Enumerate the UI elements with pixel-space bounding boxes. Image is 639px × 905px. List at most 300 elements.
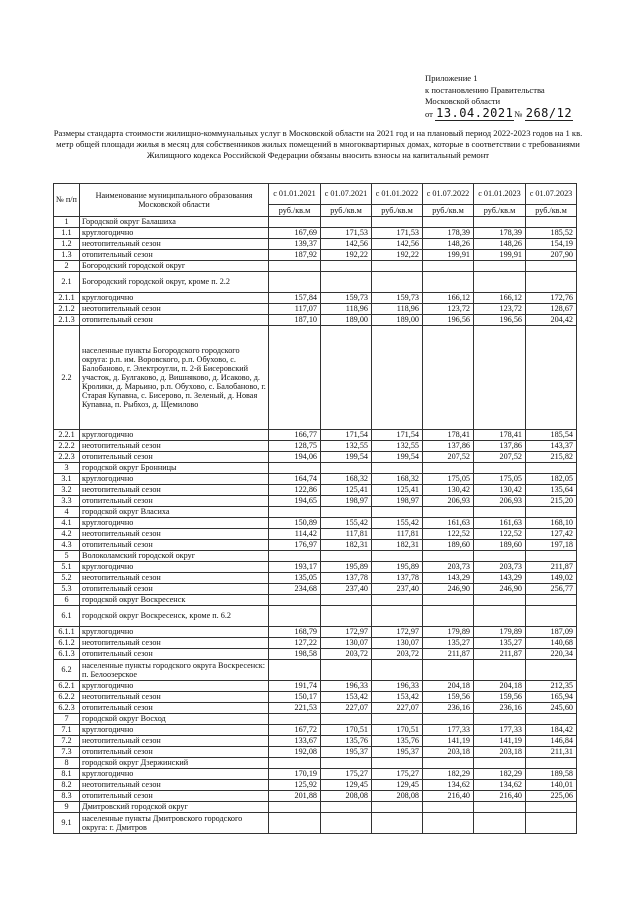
rate-cell: 198,97 — [321, 496, 372, 507]
header-period: с 01.01.2021 — [269, 184, 321, 205]
rate-cell — [321, 272, 372, 293]
rate-cell: 203,73 — [474, 562, 526, 573]
table-row — [54, 551, 577, 562]
rate-cell: 159,56 — [423, 692, 474, 703]
rate-cell: 212,35 — [526, 681, 577, 692]
header-period: с 01.07.2022 — [423, 184, 474, 205]
table-row — [54, 228, 577, 239]
rate-cell: 216,40 — [474, 791, 526, 802]
rate-cell: 178,39 — [423, 228, 474, 239]
rate-cell: 193,17 — [269, 562, 321, 573]
rate-cell: 206,93 — [474, 496, 526, 507]
header-period: с 01.01.2023 — [474, 184, 526, 205]
table-row — [54, 758, 577, 769]
rate-cell: 182,29 — [423, 769, 474, 780]
rate-cell: 170,51 — [372, 725, 423, 736]
rate-cell: 134,62 — [474, 780, 526, 791]
rate-cell: 130,07 — [372, 638, 423, 649]
rate-cell: 168,79 — [269, 627, 321, 638]
rate-cell: 135,27 — [474, 638, 526, 649]
row-number: 1.1 — [54, 228, 80, 239]
rate-cell — [474, 261, 526, 272]
rate-cell — [321, 606, 372, 627]
rate-cell — [474, 606, 526, 627]
rate-cell: 117,07 — [269, 304, 321, 315]
appendix-line: Московской области — [425, 96, 501, 106]
rate-cell — [474, 714, 526, 725]
rate-cell — [526, 813, 577, 834]
table-row — [54, 802, 577, 813]
rate-cell: 179,89 — [423, 627, 474, 638]
rate-cell — [423, 507, 474, 518]
row-name: Богородский городской округ — [80, 261, 269, 272]
rate-cell: 132,55 — [321, 441, 372, 452]
from-label: от — [425, 108, 433, 119]
header-unit: руб./кв.м — [372, 205, 423, 217]
row-name: круглогодично — [80, 681, 269, 692]
rate-cell: 168,32 — [321, 474, 372, 485]
rate-cell: 132,55 — [372, 441, 423, 452]
row-number: 2.1.3 — [54, 315, 80, 326]
rate-cell: 148,26 — [474, 239, 526, 250]
rate-cell — [474, 758, 526, 769]
row-name: городской округ Власиха — [80, 507, 269, 518]
rate-cell: 133,67 — [269, 736, 321, 747]
header-name: Наименование муниципального образования Московской области — [80, 184, 269, 217]
rate-cell — [474, 802, 526, 813]
rate-cell — [474, 813, 526, 834]
row-name: отопительный сезон — [80, 703, 269, 714]
row-number: 5.3 — [54, 584, 80, 595]
row-number: 2.2.3 — [54, 452, 80, 463]
rate-cell: 203,73 — [423, 562, 474, 573]
rate-cell — [526, 758, 577, 769]
row-number: 7.3 — [54, 747, 80, 758]
rate-cell: 161,63 — [474, 518, 526, 529]
rate-cell: 178,41 — [474, 430, 526, 441]
rate-cell: 225,06 — [526, 791, 577, 802]
rate-cell: 187,09 — [526, 627, 577, 638]
table-row — [54, 496, 577, 507]
rate-cell: 159,56 — [474, 692, 526, 703]
decree-date-line — [425, 105, 573, 121]
rate-cell: 178,41 — [423, 430, 474, 441]
rate-cell: 182,31 — [372, 540, 423, 551]
rate-cell: 155,42 — [321, 518, 372, 529]
table-row — [54, 638, 577, 649]
rate-cell: 234,68 — [269, 584, 321, 595]
row-name: отопительный сезон — [80, 540, 269, 551]
rate-cell: 143,37 — [526, 441, 577, 452]
row-number: 2.2 — [54, 326, 80, 430]
rate-cell: 175,05 — [474, 474, 526, 485]
rate-cell — [526, 802, 577, 813]
rate-cell: 137,78 — [321, 573, 372, 584]
rate-cell: 146,84 — [526, 736, 577, 747]
rate-cell: 189,60 — [423, 540, 474, 551]
rate-cell: 170,19 — [269, 769, 321, 780]
rate-cell: 237,40 — [321, 584, 372, 595]
rate-cell: 194,65 — [269, 496, 321, 507]
table-row — [54, 627, 577, 638]
rate-cell: 148,26 — [423, 239, 474, 250]
table-row — [54, 595, 577, 606]
rate-cell — [423, 463, 474, 474]
row-name: неотопительный сезон — [80, 485, 269, 496]
table-row — [54, 813, 577, 834]
table-row — [54, 681, 577, 692]
document-title: Размеры стандарта стоимости жилищно-коммунальных услуг в Московской области на 2021 год и на плановый период 2022-2023 годов на 1 кв. метр общей площади жилья в месяц для собственников жилых помещений в многоквартирных домах, которые в соответствии с требованиями Жилищного кодекса Российской Федерации обязаны вносить взносы на капитальный ремонт — [53, 128, 583, 161]
rate-cell: 172,97 — [372, 627, 423, 638]
row-number: 8 — [54, 758, 80, 769]
rate-cell — [526, 463, 577, 474]
rate-cell: 208,08 — [321, 791, 372, 802]
rate-cell — [269, 660, 321, 681]
row-number: 6 — [54, 595, 80, 606]
rate-cell — [321, 802, 372, 813]
row-name: населенные пункты Дмитровского городского округа: г. Дмитров — [80, 813, 269, 834]
row-name: отопительный сезон — [80, 452, 269, 463]
rate-cell: 140,01 — [526, 780, 577, 791]
decree-date: 13.04.2021 — [436, 105, 514, 120]
rate-cell: 204,18 — [474, 681, 526, 692]
rate-cell: 191,74 — [269, 681, 321, 692]
rate-cell — [526, 714, 577, 725]
row-name: неотопительный сезон — [80, 573, 269, 584]
rate-cell: 155,42 — [372, 518, 423, 529]
rate-cell: 204,42 — [526, 315, 577, 326]
table-header-row — [54, 184, 577, 205]
header-num: № п/п — [54, 184, 80, 217]
rate-cell: 166,12 — [423, 293, 474, 304]
rate-cell: 128,75 — [269, 441, 321, 452]
row-name: отопительный сезон — [80, 747, 269, 758]
rate-cell: 211,87 — [526, 562, 577, 573]
rate-cell: 189,00 — [372, 315, 423, 326]
table-row — [54, 529, 577, 540]
rate-cell — [526, 272, 577, 293]
rate-cell: 236,16 — [474, 703, 526, 714]
row-number: 7 — [54, 714, 80, 725]
row-name: Городской округ Балашиха — [80, 217, 269, 228]
rate-cell: 211,31 — [526, 747, 577, 758]
rate-cell — [372, 272, 423, 293]
rate-cell: 182,29 — [474, 769, 526, 780]
rate-cell — [269, 802, 321, 813]
rate-cell: 125,41 — [372, 485, 423, 496]
row-number: 8.1 — [54, 769, 80, 780]
rate-cell — [269, 507, 321, 518]
row-name: неотопительный сезон — [80, 638, 269, 649]
rate-cell: 179,89 — [474, 627, 526, 638]
rate-cell: 195,89 — [372, 562, 423, 573]
row-number: 4.1 — [54, 518, 80, 529]
rate-cell: 236,16 — [423, 703, 474, 714]
table-row — [54, 703, 577, 714]
rate-cell — [423, 606, 474, 627]
row-name: неотопительный сезон — [80, 692, 269, 703]
rate-cell: 189,60 — [474, 540, 526, 551]
rate-cell: 127,22 — [269, 638, 321, 649]
rate-cell: 172,76 — [526, 293, 577, 304]
rate-cell: 246,90 — [474, 584, 526, 595]
rate-cell — [269, 272, 321, 293]
rate-cell — [372, 551, 423, 562]
rate-cell: 142,56 — [321, 239, 372, 250]
rate-cell: 161,63 — [423, 518, 474, 529]
table-row — [54, 485, 577, 496]
row-name: круглогодично — [80, 474, 269, 485]
table-row — [54, 430, 577, 441]
rate-cell — [474, 326, 526, 430]
rate-cell — [423, 813, 474, 834]
row-number: 1 — [54, 217, 80, 228]
rate-cell: 177,33 — [474, 725, 526, 736]
row-number: 1.3 — [54, 250, 80, 261]
rate-cell — [269, 813, 321, 834]
rate-cell — [321, 813, 372, 834]
rate-cell: 176,97 — [269, 540, 321, 551]
rate-cell: 227,07 — [321, 703, 372, 714]
rate-cell — [372, 595, 423, 606]
header-period: с 01.07.2021 — [321, 184, 372, 205]
rate-cell: 207,90 — [526, 250, 577, 261]
rate-cell — [372, 261, 423, 272]
table-row — [54, 239, 577, 250]
row-name: Волоколамский городской округ — [80, 551, 269, 562]
rate-cell — [372, 507, 423, 518]
rate-cell: 220,34 — [526, 649, 577, 660]
table-row — [54, 725, 577, 736]
rate-cell: 196,33 — [321, 681, 372, 692]
number-sign: № — [514, 108, 523, 119]
row-number: 2.2.1 — [54, 430, 80, 441]
rate-cell — [423, 326, 474, 430]
rate-cell — [269, 463, 321, 474]
rate-cell — [372, 660, 423, 681]
rate-cell: 167,69 — [269, 228, 321, 239]
row-number: 7.1 — [54, 725, 80, 736]
rate-cell — [269, 606, 321, 627]
rate-cell: 117,81 — [372, 529, 423, 540]
table-row — [54, 573, 577, 584]
header-period: с 01.07.2023 — [526, 184, 577, 205]
rate-cell: 150,17 — [269, 692, 321, 703]
row-number: 4.2 — [54, 529, 80, 540]
row-number: 9 — [54, 802, 80, 813]
table-row — [54, 562, 577, 573]
row-number: 2.1 — [54, 272, 80, 293]
rate-cell: 135,27 — [423, 638, 474, 649]
row-number: 6.1.2 — [54, 638, 80, 649]
rate-cell: 189,00 — [321, 315, 372, 326]
rate-cell: 245,60 — [526, 703, 577, 714]
table-row — [54, 714, 577, 725]
row-number: 3 — [54, 463, 80, 474]
rate-cell: 150,89 — [269, 518, 321, 529]
rate-cell — [474, 660, 526, 681]
rate-cell: 134,62 — [423, 780, 474, 791]
rate-cell: 246,90 — [423, 584, 474, 595]
row-number: 3.2 — [54, 485, 80, 496]
rate-cell: 175,27 — [321, 769, 372, 780]
row-name: неотопительный сезон — [80, 304, 269, 315]
rate-cell — [269, 326, 321, 430]
rate-cell: 182,05 — [526, 474, 577, 485]
rate-cell: 129,45 — [321, 780, 372, 791]
table-row — [54, 272, 577, 293]
rate-cell: 199,91 — [423, 250, 474, 261]
rate-cell: 125,41 — [321, 485, 372, 496]
table-row — [54, 441, 577, 452]
rate-cell: 199,54 — [321, 452, 372, 463]
rate-cell — [526, 595, 577, 606]
rate-cell: 201,88 — [269, 791, 321, 802]
rate-cell: 184,42 — [526, 725, 577, 736]
rate-cell: 189,58 — [526, 769, 577, 780]
table-row — [54, 518, 577, 529]
rate-cell — [372, 758, 423, 769]
rate-cell — [269, 595, 321, 606]
row-name: неотопительный сезон — [80, 239, 269, 250]
row-name: круглогодично — [80, 518, 269, 529]
rate-cell — [474, 463, 526, 474]
rate-cell: 137,86 — [423, 441, 474, 452]
rate-cell — [423, 217, 474, 228]
row-number: 4.3 — [54, 540, 80, 551]
rate-cell — [321, 595, 372, 606]
rate-cell: 221,53 — [269, 703, 321, 714]
rate-cell: 203,72 — [321, 649, 372, 660]
row-name: населенные пункты городского округа Воскресенск: п. Белоозерское — [80, 660, 269, 681]
rate-cell: 118,96 — [321, 304, 372, 315]
row-number: 5.1 — [54, 562, 80, 573]
rate-cell: 153,42 — [372, 692, 423, 703]
rate-cell: 129,45 — [372, 780, 423, 791]
rate-cell — [423, 261, 474, 272]
table-row — [54, 326, 577, 430]
appendix-line: Приложение 1 — [425, 73, 478, 83]
rate-cell: 211,87 — [423, 649, 474, 660]
rate-cell — [372, 813, 423, 834]
rate-cell: 175,05 — [423, 474, 474, 485]
row-number: 9.1 — [54, 813, 80, 834]
rate-cell — [321, 217, 372, 228]
rate-cell: 166,77 — [269, 430, 321, 441]
row-number: 6.1 — [54, 606, 80, 627]
rate-cell: 256,77 — [526, 584, 577, 595]
rate-cell: 141,19 — [474, 736, 526, 747]
row-name: неотопительный сезон — [80, 529, 269, 540]
rate-cell — [526, 507, 577, 518]
rate-cell — [474, 551, 526, 562]
row-number: 6.1.1 — [54, 627, 80, 638]
row-name: Богородский городской округ, кроме п. 2.2 — [80, 272, 269, 293]
rate-cell: 135,05 — [269, 573, 321, 584]
rate-cell: 159,73 — [372, 293, 423, 304]
table-row — [54, 780, 577, 791]
row-name: неотопительный сезон — [80, 441, 269, 452]
row-name: Дмитровский городской округ — [80, 802, 269, 813]
row-name: неотопительный сезон — [80, 736, 269, 747]
row-name: городской округ Воскресенск — [80, 595, 269, 606]
row-number: 2.1.2 — [54, 304, 80, 315]
rate-cell: 128,67 — [526, 304, 577, 315]
rate-cell — [526, 261, 577, 272]
rate-cell — [321, 551, 372, 562]
rate-cell: 143,29 — [423, 573, 474, 584]
row-name: городской округ Воскресенск, кроме п. 6.2 — [80, 606, 269, 627]
table-row — [54, 649, 577, 660]
table-row — [54, 463, 577, 474]
rate-cell — [474, 595, 526, 606]
rate-cell: 196,56 — [423, 315, 474, 326]
rate-cell: 203,18 — [423, 747, 474, 758]
rate-cell — [423, 595, 474, 606]
rate-cell — [526, 660, 577, 681]
table-row — [54, 606, 577, 627]
tariff-table — [53, 183, 577, 834]
rate-cell: 196,33 — [372, 681, 423, 692]
row-number: 6.2.3 — [54, 703, 80, 714]
rate-cell: 122,52 — [423, 529, 474, 540]
table-row — [54, 791, 577, 802]
row-name: отопительный сезон — [80, 315, 269, 326]
header-unit: руб./кв.м — [474, 205, 526, 217]
rate-cell — [321, 714, 372, 725]
rate-cell: 168,10 — [526, 518, 577, 529]
row-number: 6.1.3 — [54, 649, 80, 660]
row-number: 8.3 — [54, 791, 80, 802]
rate-cell: 157,84 — [269, 293, 321, 304]
rate-cell: 207,52 — [423, 452, 474, 463]
rate-cell: 196,56 — [474, 315, 526, 326]
rate-cell: 198,97 — [372, 496, 423, 507]
rate-cell: 203,18 — [474, 747, 526, 758]
row-name: городской округ Дзержинский — [80, 758, 269, 769]
table-row — [54, 584, 577, 595]
table-row — [54, 507, 577, 518]
rate-cell — [269, 714, 321, 725]
rate-cell — [269, 217, 321, 228]
rate-cell: 118,96 — [372, 304, 423, 315]
rate-cell — [269, 758, 321, 769]
rate-cell — [321, 507, 372, 518]
row-name: населенные пункты Богородского городского округа: р.п. им. Воровского, р.п. Обухово, с. Балобаново, г. Электроугли, п. 2-й Бисеровский участок, д. Булгаково, д. Вишняково, д. Исаково, д. Кролики, д. Марьино, р.п. Обухово, с. Балобаново, г. Старая Купавна, с. Бисерово, п. Зеленый, д. Новая Купавна, п. Рыбхоз, д. Щемилово — [80, 326, 269, 430]
table-row — [54, 304, 577, 315]
table-row — [54, 293, 577, 304]
rate-cell: 178,39 — [474, 228, 526, 239]
rate-cell: 140,68 — [526, 638, 577, 649]
row-number: 6.2.2 — [54, 692, 80, 703]
rate-cell: 171,53 — [321, 228, 372, 239]
row-name: отопительный сезон — [80, 649, 269, 660]
rate-cell — [423, 714, 474, 725]
rate-cell: 171,53 — [372, 228, 423, 239]
rate-cell: 135,76 — [372, 736, 423, 747]
rate-cell — [321, 326, 372, 430]
rate-cell: 125,92 — [269, 780, 321, 791]
rate-cell — [372, 217, 423, 228]
row-number: 4 — [54, 507, 80, 518]
rate-cell: 122,86 — [269, 485, 321, 496]
rate-cell: 185,52 — [526, 228, 577, 239]
rate-cell: 195,37 — [321, 747, 372, 758]
rate-cell: 170,51 — [321, 725, 372, 736]
table-row — [54, 474, 577, 485]
decree-number: 268/12 — [525, 105, 573, 120]
row-number: 1.2 — [54, 239, 80, 250]
